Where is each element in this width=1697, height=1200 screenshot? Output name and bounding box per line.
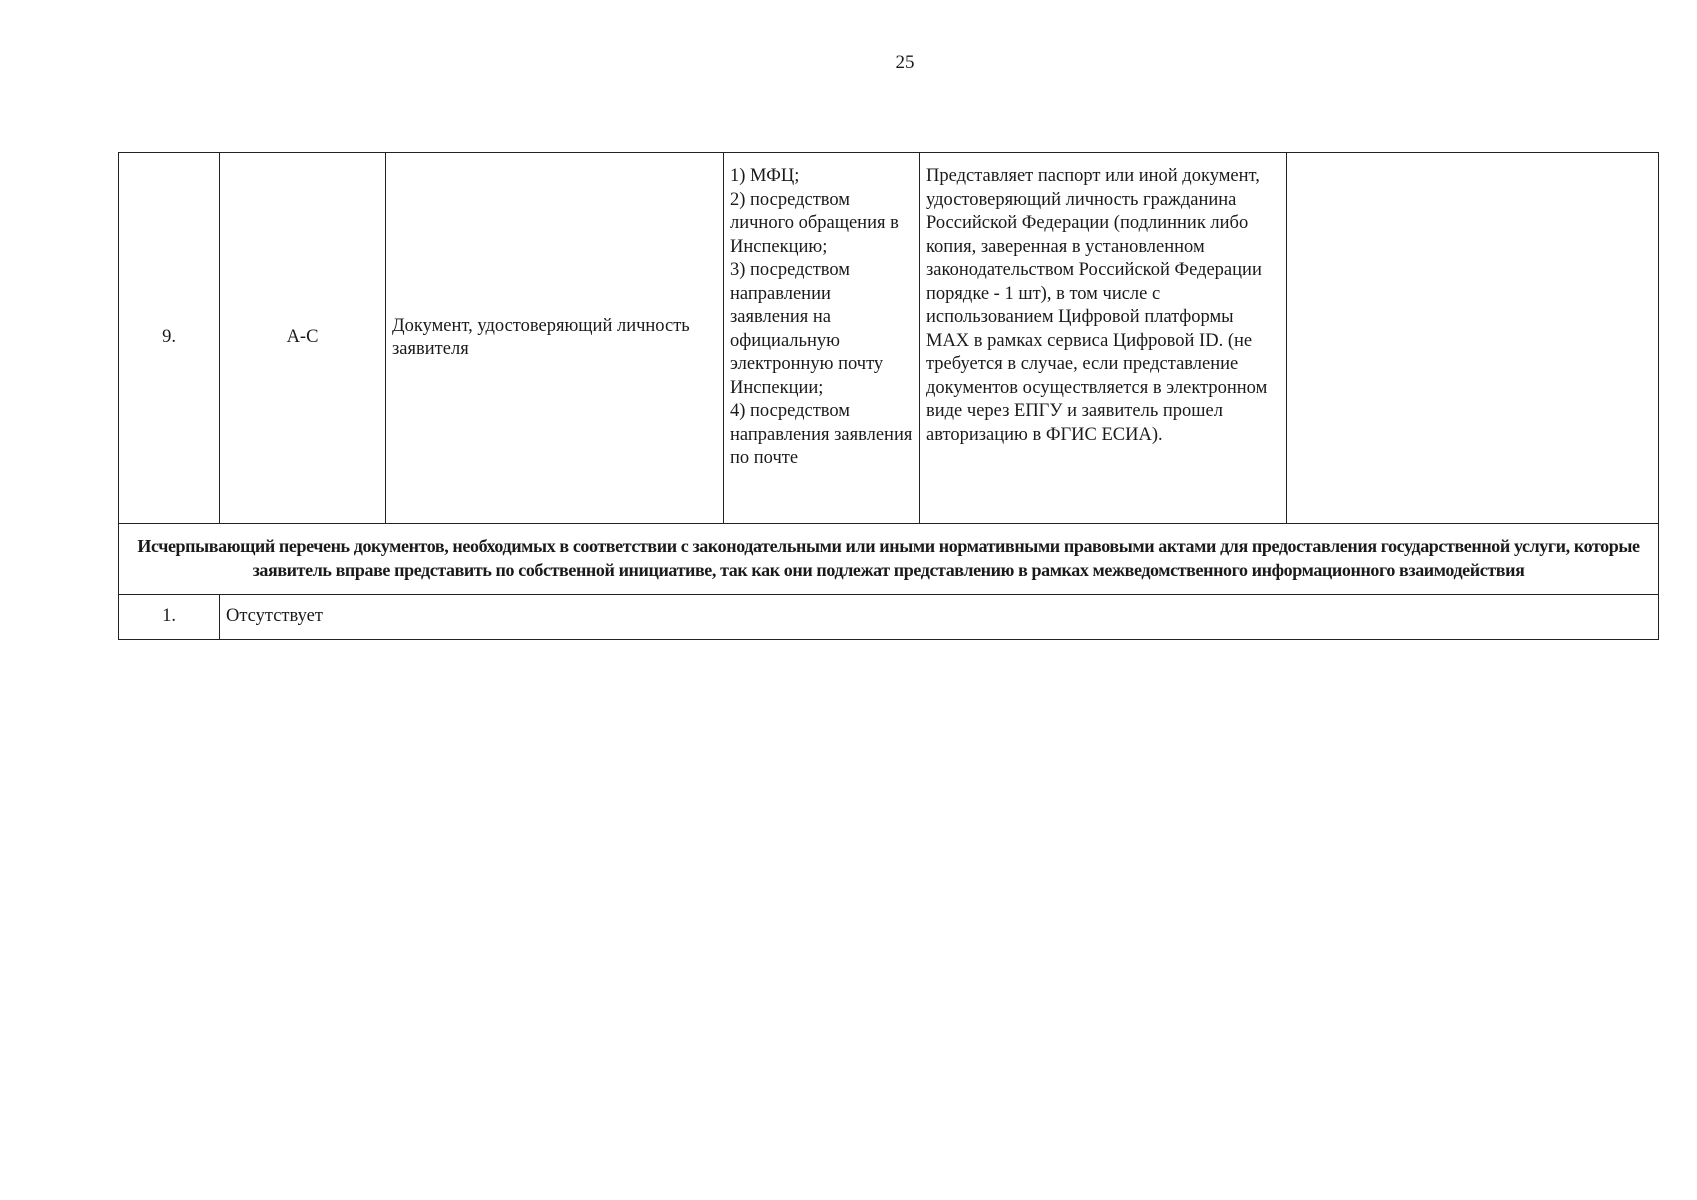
section-heading: Исчерпывающий перечень документов, необходимых в соответствии с законодательными или иными нормативными правовыми актами для предоставления государственной услуги, которые заявитель вправе представить по собственной инициативе, так как они подлежат представлению в рамках межведомственного информационного взаимодействия — [119, 524, 1659, 595]
document-name-cell: Документ, удостоверяющий личность заявителя — [386, 153, 724, 524]
row-number-cell: 1. — [119, 595, 220, 640]
submission-method-item: 2) посредством личного обращения в Инспекцию; — [730, 189, 899, 257]
submission-method-item: 1) МФЦ; — [730, 166, 800, 186]
empty-cell — [1287, 153, 1659, 524]
category-code-cell: А-С — [220, 153, 386, 524]
absent-text-cell: Отсутствует — [220, 595, 1659, 640]
submission-methods-cell — [724, 153, 920, 524]
submission-method-item: 4) посредством направления заявления по почте — [730, 401, 913, 468]
documents-table — [118, 152, 1659, 640]
section-heading-row — [119, 524, 1659, 595]
submission-method-item: 3) посредством направлении заявления на официальную электронную почту Инспекции; — [730, 260, 884, 398]
page-number: 25 — [895, 52, 915, 73]
table-row-9 — [119, 153, 1659, 524]
row-number-cell: 9. — [119, 153, 220, 524]
table-row-1 — [119, 595, 1659, 640]
document-requirements-cell: Представляет паспорт или иной документ, удостоверяющий личность гражданина Российской Федерации (подлинник либо копия, заверенная в установленном законодательством Российской Федерации порядке - 1 шт), в том числе с использованием Цифровой платформы MAX в рамках сервиса Цифровой ID. (не требуется в случае, если представление документов осуществляется в электронном виде через ЕПГУ и заявитель прошел авторизацию в ФГИС ЕСИА). — [920, 153, 1287, 524]
